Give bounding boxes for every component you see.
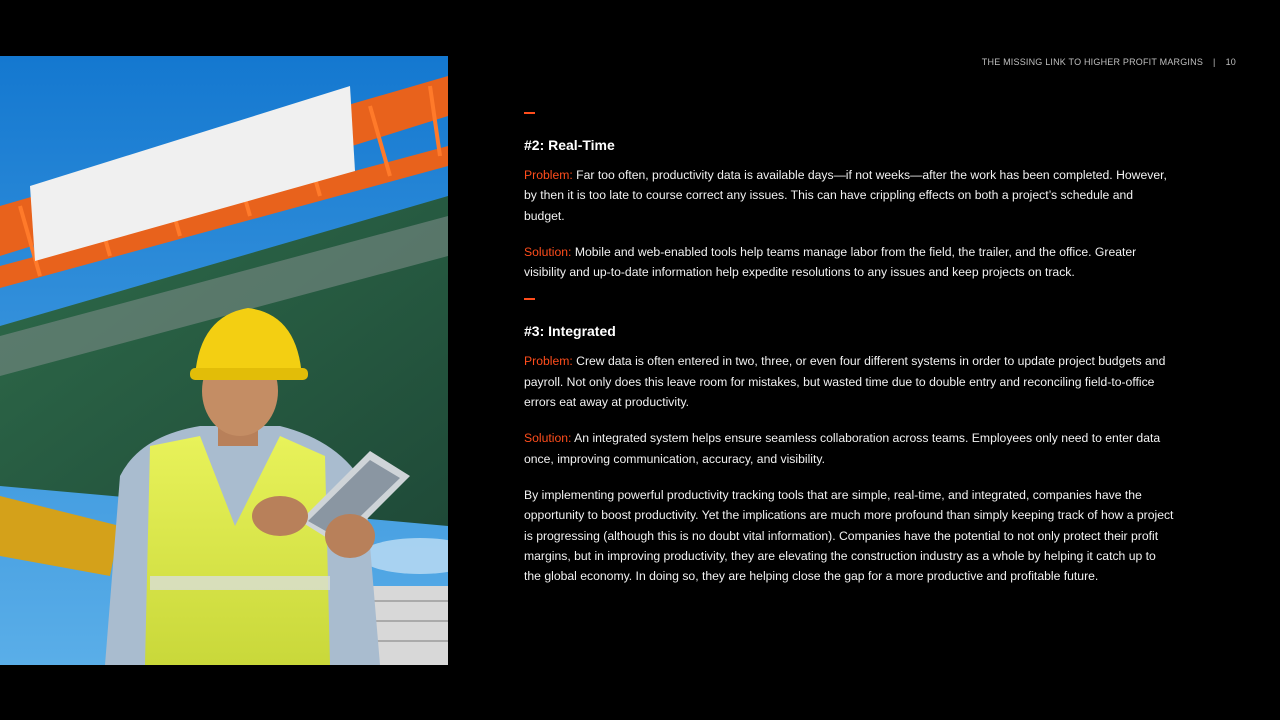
section-divider bbox=[524, 112, 535, 114]
section-integrated bbox=[524, 298, 1174, 586]
section-real-time bbox=[524, 112, 1174, 282]
solution-text: An integrated system helps ensure seamless collaboration across teams. Employees only need to enter data once, improving communication, accuracy, and visibility. bbox=[524, 431, 1161, 466]
solution-text: Mobile and web-enabled tools help teams manage labor from the field, the trailer, and the office. Greater visibility and up-to-date information help expedite resolutions to any issues and keep projects on track. bbox=[524, 244, 1137, 280]
header-separator: | bbox=[1213, 57, 1216, 67]
problem-label: Problem: bbox=[524, 354, 573, 369]
section-divider bbox=[524, 298, 535, 300]
problem-text: Crew data is often entered in two, three, or even four different systems in order to update project budgets and payroll. Not only does this leave room for mistakes, but wasted time due to double entry and reconciling field-to-office errors eat away at productivity. bbox=[524, 354, 1166, 410]
solution-label: Solution: bbox=[524, 431, 572, 446]
solution-paragraph bbox=[524, 242, 1174, 283]
solution-label: Solution: bbox=[524, 244, 572, 259]
problem-text: Far too often, productivity data is available days—if not weeks—after the work has been completed. However, by then it is too late to course correct any issues. This can have crippling effects on both a project’s schedule and budget. bbox=[524, 168, 1167, 223]
solution-paragraph bbox=[524, 428, 1174, 469]
document-title: THE MISSING LINK TO HIGHER PROFIT MARGINS bbox=[981, 57, 1204, 67]
section-heading: #3: Integrated bbox=[524, 323, 616, 340]
page-number: 10 bbox=[1225, 57, 1236, 67]
problem-paragraph bbox=[524, 351, 1174, 412]
main-content bbox=[524, 112, 1174, 602]
conclusion-paragraph: By implementing powerful productivity tracking tools that are simple, real-time, and integrated, companies have the opportunity to boost productivity. Yet the implications are much more profound than simply keeping track of how a project is progressing (although this is no doubt vital information). Companies have the potential to not only protect their profit margins, but in improving productivity, they are elevating the construction industry as a whole by helping it catch up to the global economy. In doing so, they are helping close the gap for a more productive and profitable future. bbox=[524, 487, 1174, 584]
section-heading: #2: Real-Time bbox=[524, 137, 615, 153]
problem-paragraph bbox=[524, 165, 1174, 226]
problem-label: Problem: bbox=[524, 168, 573, 182]
page-header bbox=[982, 57, 1236, 67]
worker-with-tablet-photo bbox=[0, 56, 448, 665]
